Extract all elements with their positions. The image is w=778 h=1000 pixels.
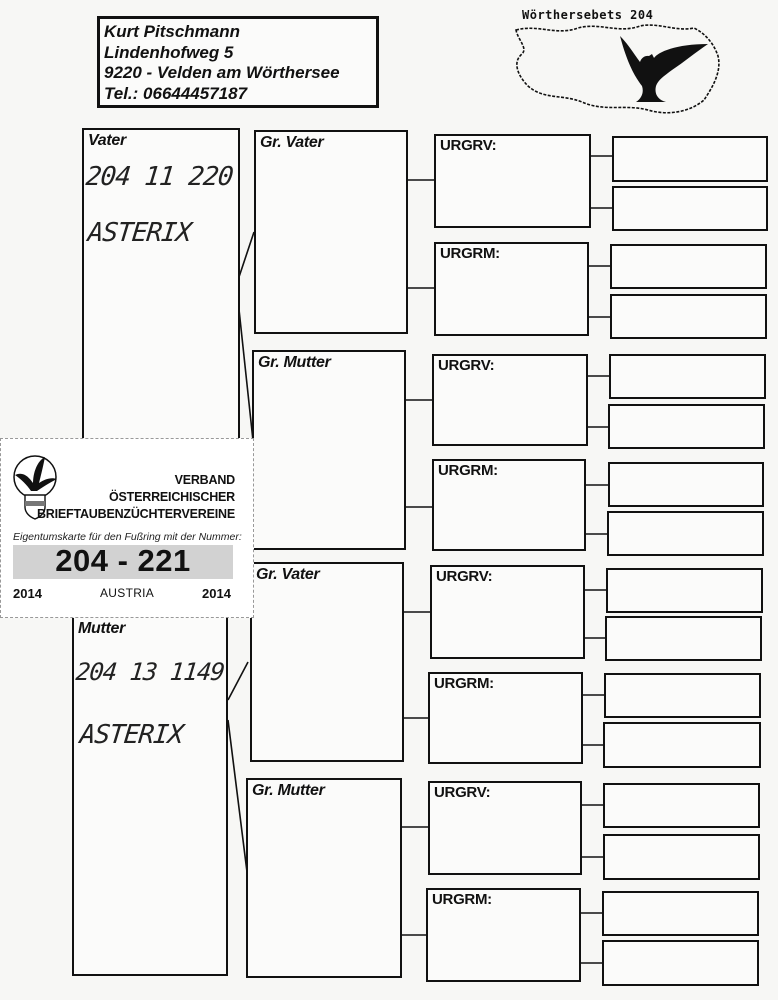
org-name-line2: ÖSTERREICHISCHER bbox=[109, 490, 235, 504]
ancestor-box[interactable] bbox=[610, 294, 767, 339]
grandfather-paternal-box[interactable] bbox=[254, 130, 408, 334]
great-grandparent-box[interactable] bbox=[432, 354, 588, 446]
great-grandparent-label: URGRV: bbox=[434, 784, 491, 801]
org-name-line3: BRIEFTAUBENZÜCHTERVEREINE bbox=[36, 507, 235, 521]
ancestor-box[interactable] bbox=[602, 940, 759, 986]
owner-name: Kurt Pitschmann bbox=[104, 22, 241, 41]
ancestor-box[interactable] bbox=[608, 462, 764, 507]
great-grandparent-box[interactable] bbox=[432, 459, 586, 551]
ancestor-box[interactable] bbox=[603, 834, 760, 880]
ring-year-left: 2014 bbox=[13, 586, 42, 601]
sire-box[interactable] bbox=[82, 128, 240, 448]
ring-year-right: 2014 bbox=[202, 586, 231, 601]
great-grandparent-box[interactable] bbox=[426, 888, 581, 982]
great-grandparent-label: URGRM: bbox=[440, 245, 500, 262]
great-grandparent-box[interactable] bbox=[430, 565, 585, 659]
ancestor-box[interactable] bbox=[603, 722, 761, 768]
great-grandparent-label: URGRV: bbox=[436, 568, 493, 585]
ancestor-box[interactable] bbox=[610, 244, 767, 289]
grandparent-label: Gr. Mutter bbox=[252, 782, 325, 799]
great-grandparent-box[interactable] bbox=[434, 242, 589, 336]
sire-label: Vater bbox=[88, 132, 126, 149]
grandmother-paternal-box[interactable] bbox=[252, 350, 406, 550]
ring-card-subtitle: Eigentumskarte für den Fußring mit der Nummer: bbox=[13, 531, 242, 543]
owner-phone: Tel.: 06644457187 bbox=[104, 83, 248, 103]
great-grandparent-box[interactable] bbox=[428, 781, 582, 875]
dam-ring-number: 204 13 1149 bbox=[74, 658, 226, 686]
ancestor-box[interactable] bbox=[607, 511, 764, 556]
ancestor-box[interactable] bbox=[603, 783, 760, 828]
grandparent-label: Gr. Vater bbox=[256, 566, 320, 583]
great-grandparent-label: URGRM: bbox=[438, 462, 498, 479]
ring-country: AUSTRIA bbox=[100, 586, 155, 600]
org-name-line1: VERBAND bbox=[174, 473, 235, 487]
dam-label: Mutter bbox=[78, 620, 126, 637]
ancestor-box[interactable] bbox=[608, 404, 765, 449]
great-grandparent-box[interactable] bbox=[428, 672, 583, 764]
dam-box[interactable] bbox=[72, 610, 228, 976]
owner-city: 9220 - Velden am Wörthersee bbox=[104, 63, 340, 82]
great-grandparent-box[interactable] bbox=[434, 134, 591, 228]
grandparent-label: Gr. Vater bbox=[260, 134, 324, 151]
sire-ring-number: 204 11 220 bbox=[84, 162, 235, 192]
ancestor-box[interactable] bbox=[612, 186, 768, 231]
ring-number: 204 - 221 bbox=[55, 543, 191, 578]
dam-name: ASTERIX bbox=[78, 720, 185, 750]
ancestor-box[interactable] bbox=[609, 354, 766, 399]
ancestor-box[interactable] bbox=[612, 136, 768, 182]
ancestor-box[interactable] bbox=[602, 891, 759, 936]
owner-street: Lindenhofweg 5 bbox=[104, 42, 234, 62]
grandmother-maternal-box[interactable] bbox=[246, 778, 402, 978]
ring-ownership-card bbox=[0, 438, 254, 618]
sire-name: ASTERIX bbox=[86, 218, 193, 248]
region-label: Wörthersebets 204 bbox=[522, 8, 654, 22]
ancestor-box[interactable] bbox=[604, 673, 761, 718]
grandfather-maternal-box[interactable] bbox=[250, 562, 404, 762]
great-grandparent-label: URGRM: bbox=[432, 891, 492, 908]
great-grandparent-label: URGRV: bbox=[438, 357, 495, 374]
grandparent-label: Gr. Mutter bbox=[258, 354, 331, 371]
ancestor-box[interactable] bbox=[605, 616, 762, 661]
great-grandparent-label: URGRM: bbox=[434, 675, 494, 692]
great-grandparent-label: URGRV: bbox=[440, 137, 497, 154]
ancestor-box[interactable] bbox=[606, 568, 763, 613]
